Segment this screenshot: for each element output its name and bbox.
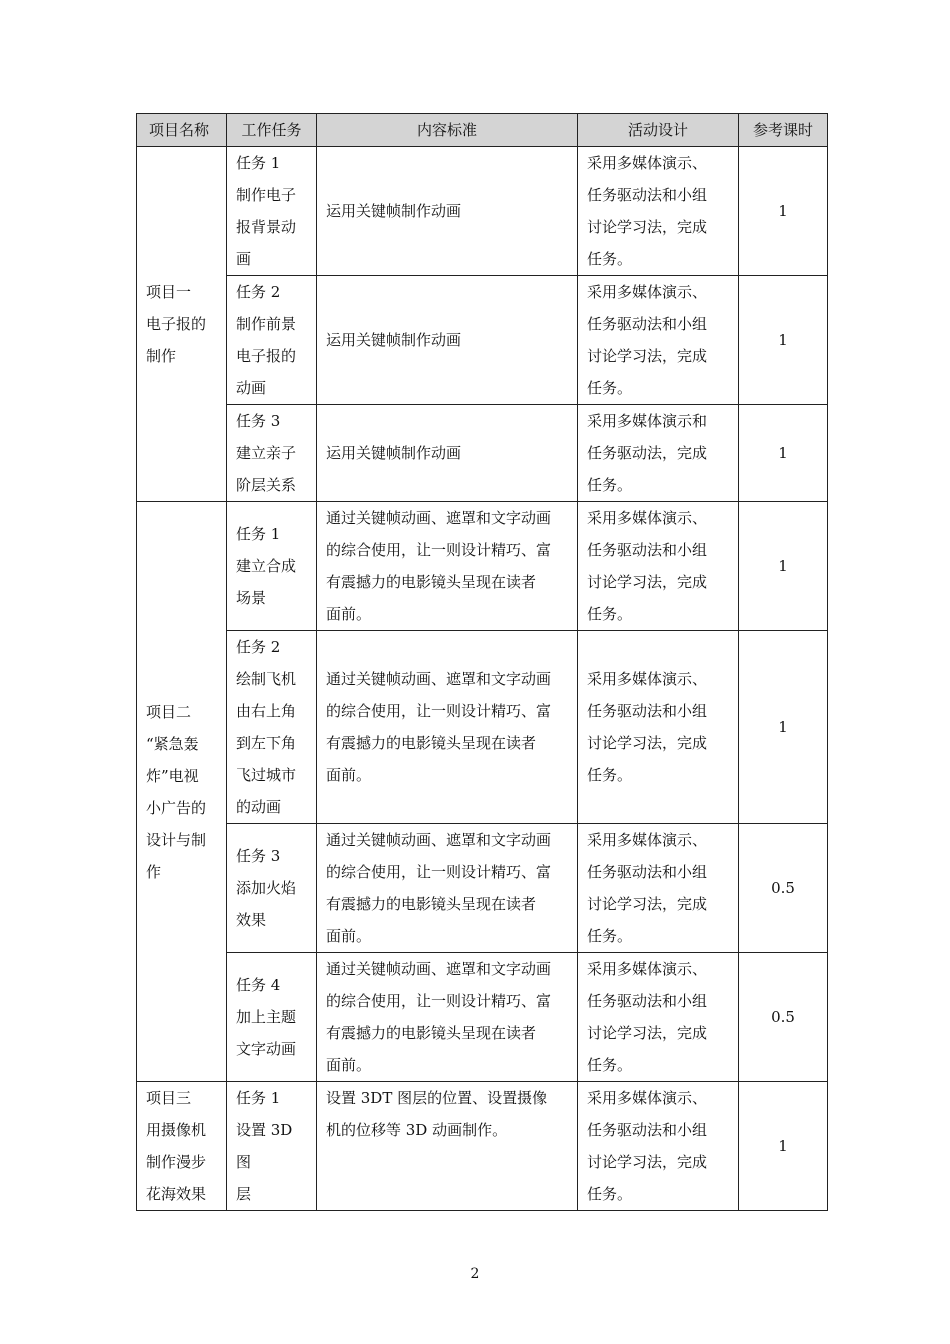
activity-design-cell-line: 任务驱动法和小组 [587,863,708,881]
table-row [137,502,828,631]
activity-design-cell-line: 采用多媒体演示、 [587,1089,708,1107]
activity-design-cell [578,631,739,824]
activity-design-cell [578,824,739,953]
activity-design-cell-line: 采用多媒体演示、 [587,154,708,172]
task-cell [227,276,317,405]
content-standard-cell [317,1082,578,1211]
activity-design-cell-line: 任务驱动法和小组 [587,992,708,1010]
project-name-cell-line: 设计与制 [146,830,207,849]
project-name-cell-line: 项目三 [146,1089,192,1107]
content-standard-cell-line: 面前。 [326,1056,372,1074]
activity-design-cell-line: 任务驱动法和小组 [587,315,708,333]
task-cell-line: 的动画 [236,798,282,816]
activity-design-cell-line: 讨论学习法，完成 [587,218,708,236]
activity-design-cell [578,1082,739,1211]
project-name-cell-line: 小广告的 [146,798,207,817]
activity-design-cell-line: 任务。 [587,605,633,623]
task-cell-line: 任务 3 [236,847,281,865]
content-standard-cell [317,824,578,953]
content-standard-cell-line: 的综合使用，让一则设计精巧、富 [326,863,552,881]
task-cell [227,824,317,953]
table-row [137,147,828,276]
activity-design-cell [578,502,739,631]
content-standard-cell-line: 的综合使用，让一则设计精巧、富 [326,702,552,720]
content-standard-cell-line: 通过关键帧动画、遮罩和文字动画 [326,509,552,527]
task-cell-line: 任务 1 [236,525,281,543]
course-schedule-table [136,113,828,1211]
activity-design-cell-line: 采用多媒体演示、 [587,960,708,978]
page-number: 2 [470,1266,480,1282]
activity-design-cell-line: 任务。 [587,927,633,945]
table-row [137,824,828,953]
reference-hours-cell: 0.5 [739,953,828,1082]
activity-design-cell-line: 讨论学习法，完成 [587,734,708,752]
activity-design-cell-line: 讨论学习法，完成 [587,1153,708,1171]
activity-design-cell [578,405,739,502]
task-cell-line: 报背景动 [236,218,297,236]
content-standard-cell-line: 设置 3DT 图层的位置、设置摄像 [326,1089,548,1107]
table-row [137,405,828,502]
content-standard-cell-line: 有震撼力的电影镜头呈现在读者 [326,895,537,913]
task-cell-line: 层 [236,1185,252,1203]
content-standard-cell-line: 面前。 [326,927,372,945]
task-cell [227,502,317,631]
activity-design-cell-line: 讨论学习法，完成 [587,895,708,913]
task-cell-line: 任务 3 [236,412,281,430]
activity-design-cell [578,953,739,1082]
task-cell-line: 建立亲子 [236,444,297,462]
header-work-task: 工作任务 [227,114,317,147]
task-cell [227,405,317,502]
table-row [137,953,828,1082]
content-standard-cell-line: 有震撼力的电影镜头呈现在读者 [326,1024,537,1042]
activity-design-cell [578,276,739,405]
task-cell-line: 任务 4 [236,976,281,994]
content-standard-cell-line: 通过关键帧动画、遮罩和文字动画 [326,670,552,688]
reference-hours-cell: 1 [739,502,828,631]
activity-design-cell-line: 任务。 [587,379,633,397]
project-name-cell-line: 制作 [146,347,177,365]
project-name-cell-line: 用摄像机 [146,1121,207,1139]
header-row [137,114,828,147]
content-standard-cell [317,405,578,502]
content-standard-cell [317,953,578,1082]
activity-design-cell-line: 任务驱动法，完成 [587,444,708,462]
project-name-cell-line: 电子报的 [146,315,207,333]
content-standard-cell-line: 有震撼力的电影镜头呈现在读者 [326,573,537,591]
activity-design-cell [578,147,739,276]
project-name-cell [137,502,227,1082]
table-row [137,631,828,824]
content-standard-cell-line: 运用关键帧制作动画 [326,331,462,349]
task-cell-line: 画 [236,250,252,268]
task-cell [227,147,317,276]
reference-hours-cell: 1 [739,631,828,824]
task-cell-line: 效果 [236,911,267,929]
content-standard-cell-line: 有震撼力的电影镜头呈现在读者 [326,734,537,752]
task-cell [227,631,317,824]
task-cell-line: 阶层关系 [236,476,297,494]
project-name-cell-line: 制作漫步 [146,1153,207,1171]
activity-design-cell-line: 采用多媒体演示、 [587,509,708,527]
task-cell [227,1082,317,1211]
task-cell-line: 场景 [236,589,267,607]
task-cell-line: 添加火焰 [236,879,297,897]
task-cell-line: 由右上角 [236,702,297,720]
activity-design-cell-line: 采用多媒体演示、 [587,670,708,688]
reference-hours-cell: 0.5 [739,824,828,953]
header-content-standard: 内容标准 [317,114,578,147]
activity-design-cell-line: 任务驱动法和小组 [587,702,708,720]
project-name-cell-line: 炸”电视 [146,766,199,785]
activity-design-cell-line: 任务。 [587,1185,633,1203]
header-activity-design: 活动设计 [578,114,739,147]
activity-design-cell-line: 讨论学习法，完成 [587,573,708,591]
reference-hours-cell: 1 [739,147,828,276]
task-cell-line: 设置 3D 图 [236,1121,293,1171]
table-row [137,1082,828,1211]
activity-design-cell-line: 采用多媒体演示和 [587,412,708,430]
project-name-cell [137,147,227,502]
activity-design-cell-line: 任务。 [587,1056,633,1074]
task-cell-line: 加上主题 [236,1008,297,1026]
content-standard-cell-line: 的综合使用，让一则设计精巧、富 [326,541,552,559]
project-name-cell-line: 项目二 [146,702,192,721]
project-name-cell-line: 作 [146,862,162,881]
activity-design-cell-line: 任务驱动法和小组 [587,541,708,559]
table-row [137,276,828,405]
task-cell-line: 制作电子 [236,186,297,204]
activity-design-cell-line: 讨论学习法，完成 [587,1024,708,1042]
content-standard-cell-line: 通过关键帧动画、遮罩和文字动画 [326,831,552,849]
project-name-cell-line: “紧急轰 [146,734,199,753]
activity-design-cell-line: 采用多媒体演示、 [587,283,708,301]
content-standard-cell-line: 面前。 [326,766,372,784]
task-cell-line: 绘制飞机 [236,670,297,688]
task-cell-line: 任务 2 [236,283,281,301]
activity-design-cell-line: 任务驱动法和小组 [587,1121,708,1139]
activity-design-cell-line: 任务。 [587,766,633,784]
content-standard-cell-line: 机的位移等 3D 动画制作。 [326,1121,508,1139]
reference-hours-cell: 1 [739,405,828,502]
task-cell-line: 任务 1 [236,154,281,172]
task-cell-line: 任务 2 [236,638,281,656]
content-standard-cell-line: 面前。 [326,605,372,623]
content-standard-cell [317,276,578,405]
activity-design-cell-line: 讨论学习法，完成 [587,347,708,365]
content-standard-cell-line: 运用关键帧制作动画 [326,444,462,462]
project-name-cell-line: 项目一 [146,283,192,301]
content-standard-cell-line: 通过关键帧动画、遮罩和文字动画 [326,960,552,978]
content-standard-cell [317,147,578,276]
reference-hours-cell: 1 [739,276,828,405]
activity-design-cell-line: 任务。 [587,250,633,268]
header-project-name: 项目名称 [137,114,227,147]
header-reference-hours: 参考课时 [739,114,828,147]
task-cell [227,953,317,1082]
project-name-cell-line: 花海效果 [146,1185,207,1203]
project-name-cell [137,1082,227,1211]
task-cell-line: 制作前景 [236,315,297,333]
task-cell-line: 建立合成 [236,557,297,575]
table-body [137,147,828,1211]
activity-design-cell-line: 任务驱动法和小组 [587,186,708,204]
reference-hours-cell: 1 [739,1082,828,1211]
task-cell-line: 电子报的 [236,347,297,365]
content-standard-cell [317,502,578,631]
task-cell-line: 任务 1 [236,1089,281,1107]
task-cell-line: 到左下角 [236,734,297,752]
task-cell-line: 文字动画 [236,1040,297,1058]
activity-design-cell-line: 任务。 [587,476,633,494]
content-standard-cell-line: 的综合使用，让一则设计精巧、富 [326,992,552,1010]
activity-design-cell-line: 采用多媒体演示、 [587,831,708,849]
content-standard-cell [317,631,578,824]
content-standard-cell-line: 运用关键帧制作动画 [326,202,462,220]
task-cell-line: 动画 [236,379,267,397]
task-cell-line: 飞过城市 [236,766,297,784]
